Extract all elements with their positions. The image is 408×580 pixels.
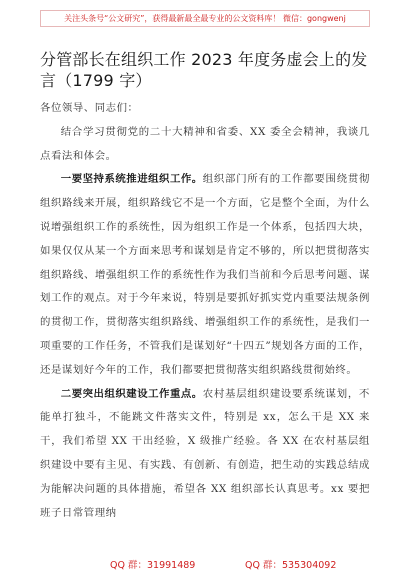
document-body bbox=[40, 97, 370, 525]
footer bbox=[0, 558, 408, 574]
section-2-lead: 二要突出组织建设工作重点。 bbox=[60, 387, 203, 400]
section-2-text: 农村基层组织建设要系统谋划，不能单打独斗，不能跳文件落实文件，特别是 xx，怎么干是 XX 来干，我们希望 XX 干出经验，X 级推广经验。各 XX 在农村基层组织建设中要有主见、有实践、有创新、有创造，把生动的实践总结成为能解决问题的具体措施，希望各 XX 组织部长认真思考。xx 要把班子日常管理纳 bbox=[40, 387, 370, 519]
document-title: 分管部长在组织工作 2023 年度务虚会上的发言（1799 字） bbox=[40, 50, 368, 90]
footer-qq-group-1: QQ 群：31991489 bbox=[110, 560, 196, 571]
footer-qq-group-2: QQ 群：535304092 bbox=[245, 560, 337, 571]
intro-paragraph: 结合学习贯彻党的二十大精神和省委、XX 委全会精神，我谈几点看法和体会。 bbox=[40, 125, 370, 162]
section-paragraph-1 bbox=[40, 168, 370, 382]
section-1-text: 组织部门所有的工作都要围绕贯彻组织路线来开展，组织路线它不是一个方面，它是整个全面，为什么说增强组织工作的系统性，因为组织工作是一个体系，包括四大块，如果仅仅从某一个方面来思考和谋划是肯定不够的，所以把贯彻落实组织路线、增强组织工作的系统性作为我们当前和今后思考问题、谋划工作的观点。对于今年来说，特别是要抓好抓实党内重要法规条例的贯彻工作，贯彻落实组织路线、增强组织工作的系统性，是我们一项重要的工作任务，不管我们是谋划好“十四五”规划各方面的工作，还是谋划好今年的工作，我们都要把贯彻落实组织路线贯彻始终。 bbox=[40, 173, 370, 376]
section-1-lead: 一要坚持系统推进组织工作。 bbox=[60, 173, 203, 186]
header-banner: 关注头条号“公文研究”，获得最新最全最专业的公文资料库！ 微信：gongwenj bbox=[40, 10, 370, 27]
salutation: 各位领导、同志们： bbox=[40, 102, 139, 114]
section-paragraph-2 bbox=[40, 383, 370, 526]
